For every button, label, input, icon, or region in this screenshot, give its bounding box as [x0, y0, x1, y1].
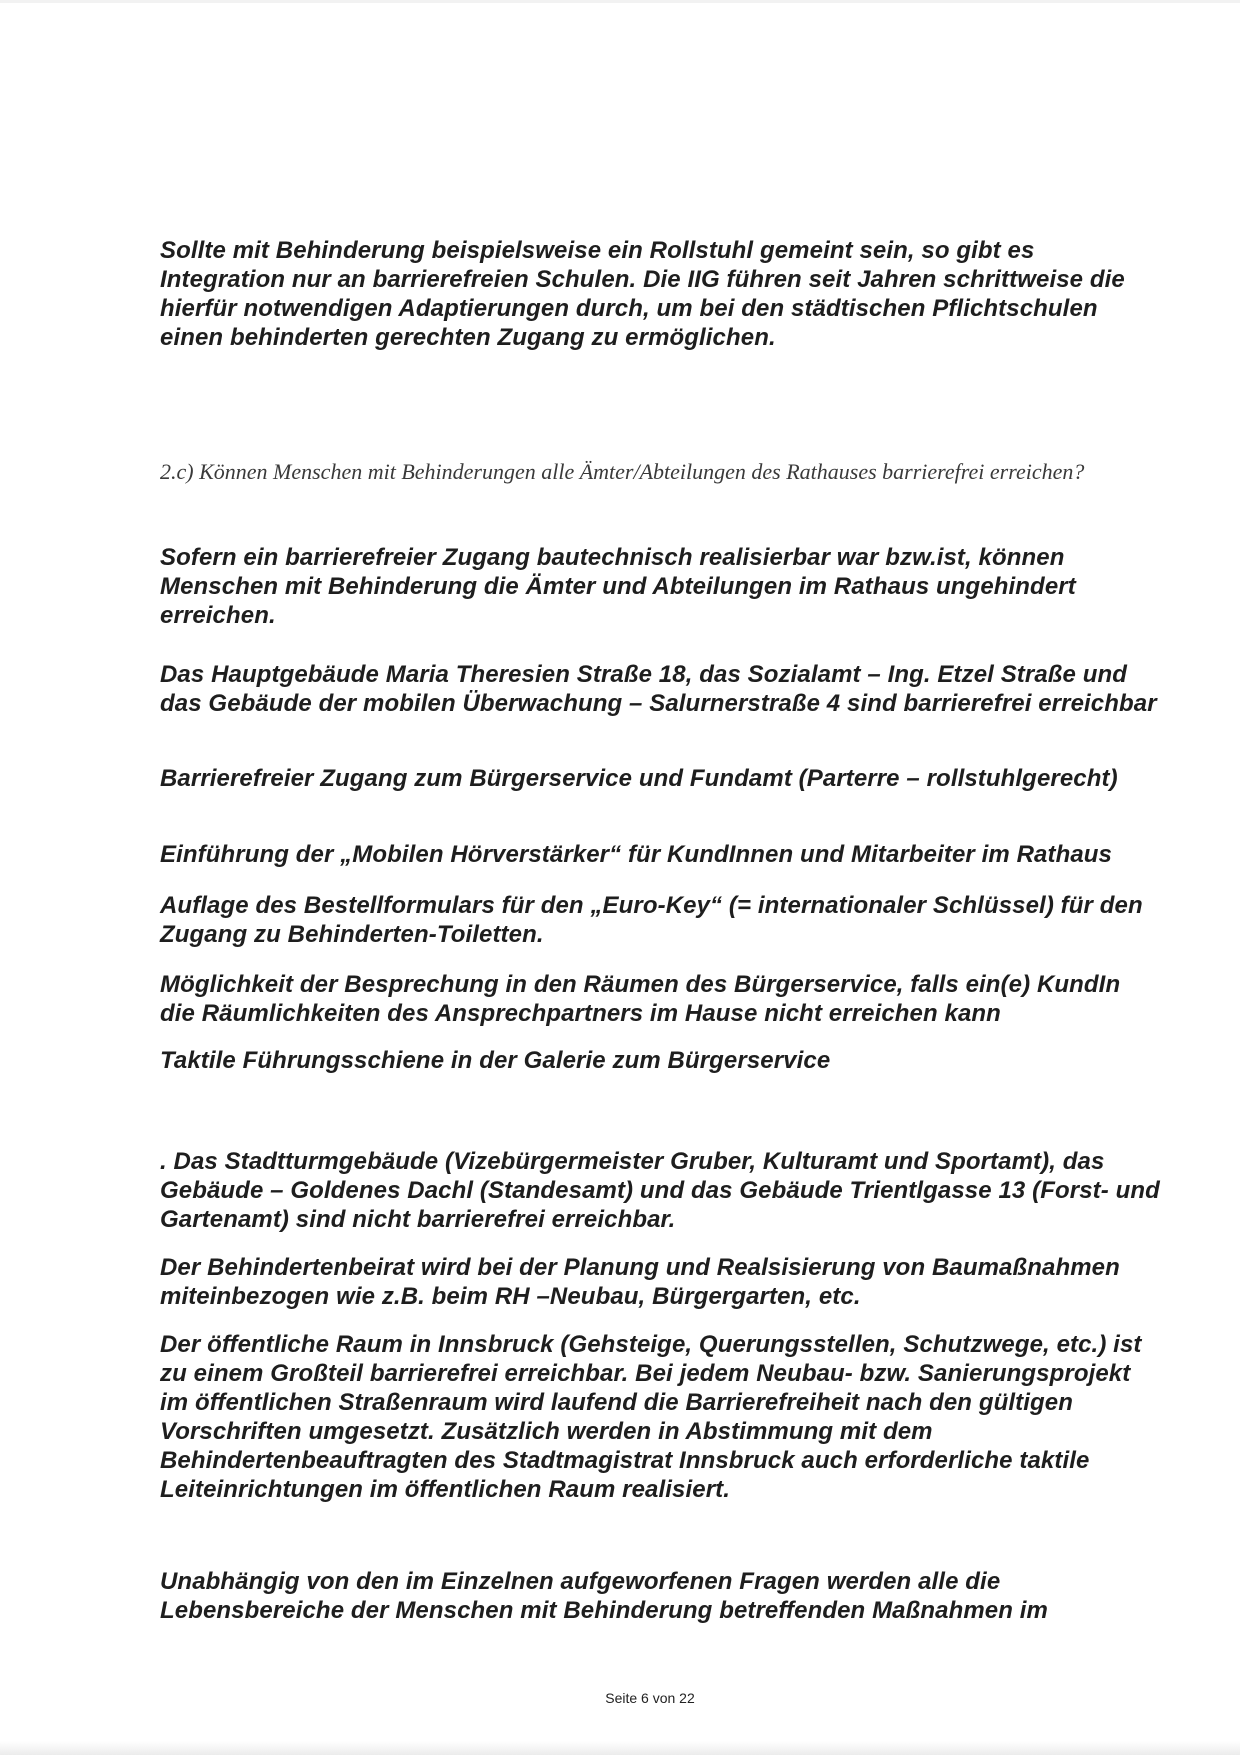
scan-edge-bottom [0, 1741, 1240, 1755]
scan-edge-top [0, 0, 1240, 3]
paragraph-public-space: Der öffentliche Raum in Innsbruck (Gehsteige, Querungsstellen, Schutzwege, etc.) ist zu einem Großteil barrierefrei erreichbar. Bei jedem Neubau- bzw. Sanierungsprojekt im öffentlichen Straßenraum wird laufend die Barrierefreiheit nach den gültigen Vorschriften umgesetzt. Zusätzlich werden in Abstimmung mit dem Behindertenbeauftragten des Stadtmagistrat Innsbruck auch erforderliche taktile Leiteinrichtungen im öffentlichen Raum realisiert. [160, 1331, 1142, 1503]
paragraph-tactile-guide-rail: Taktile Führungsschiene in der Galerie zum Bürgerservice [160, 1047, 831, 1074]
paragraph-main-buildings: Das Hauptgebäude Maria Theresien Straße 18, das Sozialamt – Ing. Etzel Straße und das Gebäude der mobilen Überwachung – Salurnerstraße 4 sind barrierefrei erreichbar [160, 661, 1157, 717]
page-number-footer: Seite 6 von 22 [605, 1690, 695, 1706]
paragraph-not-barrier-free: . Das Stadtturmgebäude (Vizebürgermeister Gruber, Kulturamt und Sportamt), das Gebäude – Goldenes Dachl (Standesamt) und das Gebäude Trientlgasse 13 (Forst- und Gartenamt) sind nicht barrierefrei erreichbar. [160, 1148, 1160, 1233]
paragraph-barrier-free-access: Sofern ein barrierefreier Zugang bautechnisch realisierbar war bzw.ist, können Menschen mit Behinderung die Ämter und Abteilungen im Rathaus ungehindert erreichen. [160, 544, 1076, 629]
paragraph-measures: Unabhängig von den im Einzelnen aufgeworfenen Fragen werden alle die Lebensbereiche der Menschen mit Behinderung betreffenden Maßnahmen im [160, 1568, 1048, 1624]
paragraph-euro-key: Auflage des Bestellformulars für den „Euro-Key“ (= internationaler Schlüssel) für den Zugang zu Behinderten-Toiletten. [160, 892, 1143, 948]
paragraph-meeting-rooms: Möglichkeit der Besprechung in den Räumen des Bürgerservice, falls ein(e) KundIn die Räumlichkeiten des Ansprechpartners im Hause nicht erreichen kann [160, 971, 1121, 1027]
paragraph-buergerservice-access: Barrierefreier Zugang zum Bürgerservice und Fundamt (Parterre – rollstuhlgerecht) [160, 765, 1118, 792]
paragraph-integration-schools: Sollte mit Behinderung beispielsweise ein Rollstuhl gemeint sein, so gibt es Integration nur an barrierefreien Schulen. Die IIG führen seit Jahren schrittweise die hierfür notwendigen Adaptierungen durch, um bei den städtischen Pflichtschulen einen behinderten gerechten Zugang zu ermöglichen. [160, 237, 1125, 351]
paragraph-disability-council: Der Behindertenbeirat wird bei der Planung und Realsisierung von Baumaßnahmen miteinbezogen wie z.B. beim RH –Neubau, Bürgergarten, etc. [160, 1254, 1120, 1310]
paragraph-hearing-amplifiers: Einführung der „Mobilen Hörverstärker“ für KundInnen und Mitarbeiter im Rathaus [160, 841, 1112, 868]
question-2c: 2.c) Können Menschen mit Behinderungen alle Ämter/Abteilungen des Rathauses barrierefrei erreichen? [160, 459, 1085, 484]
